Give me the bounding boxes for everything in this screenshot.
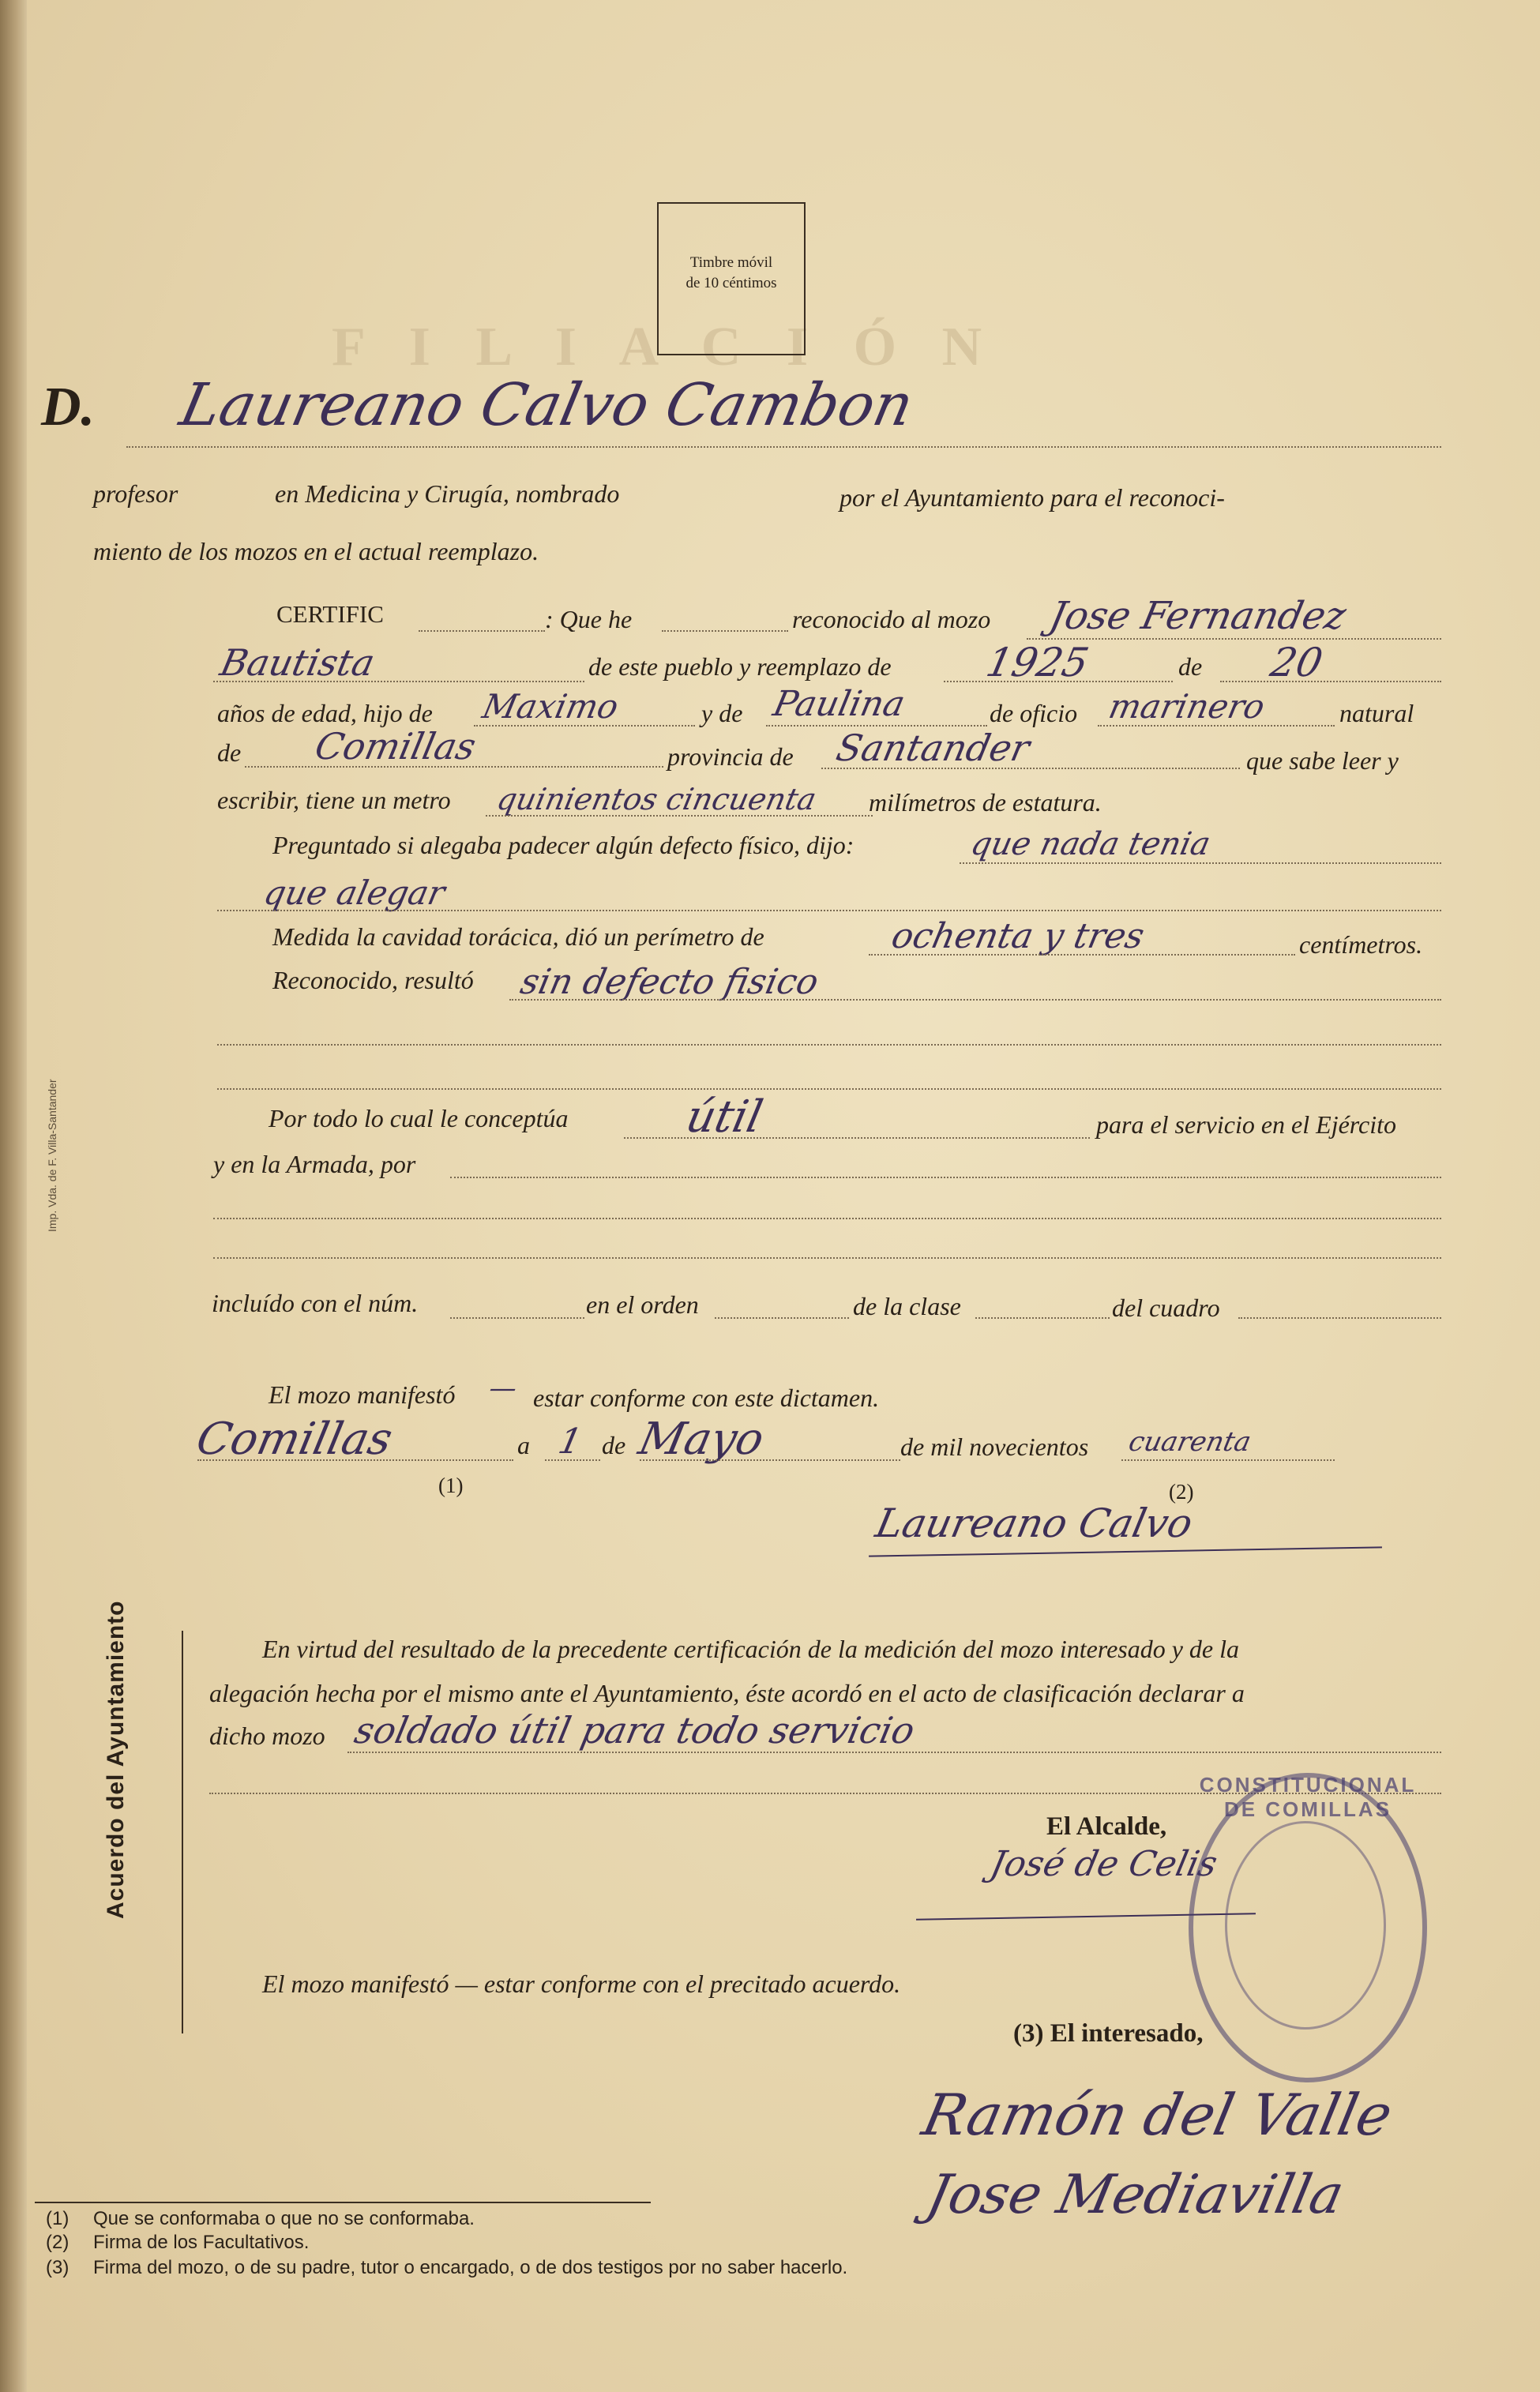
defect-answer-handwritten-1: que nada tenia: [967, 826, 1214, 862]
dotted-line: [960, 862, 1441, 864]
dotted-line: [944, 681, 1173, 682]
dotted-line: [217, 910, 1441, 911]
doctor-signature-line: [869, 1546, 1382, 1556]
defect-answer-handwritten-2: que alegar: [260, 873, 449, 912]
reemplazo-year-handwritten: 1925: [982, 640, 1093, 685]
dotted-line: [474, 725, 695, 727]
dotted-line: [869, 954, 1295, 956]
birthplace-handwritten: Comillas: [311, 725, 480, 768]
de2-text: de: [217, 738, 242, 767]
footnote-2-number: (2): [46, 2232, 69, 2253]
footnote-rule: [35, 2202, 651, 2203]
mozo-name-handwritten-1: Jose Fernandez: [1046, 594, 1350, 638]
stamp-line-2: de 10 céntimos: [685, 275, 777, 291]
concepto-armada: y en la Armada, por: [213, 1150, 416, 1178]
manifesto-text: El mozo manifestó: [269, 1380, 456, 1409]
dotted-line: [217, 1088, 1441, 1090]
dotted-line: [1238, 1317, 1441, 1319]
concept-handwritten: útil: [682, 1091, 768, 1143]
intro-ayuntamiento: por el Ayuntamiento para el reconoci-: [839, 483, 1225, 512]
acuerdo-para-1: En virtud del resultado de la precedente certificación de la medición del mozo interesado y de la: [262, 1635, 1240, 1663]
acuerdo-vertical-label: Acuerdo del Ayuntamiento: [103, 1600, 129, 1919]
resultado-label: Reconocido, resultó: [272, 966, 474, 994]
footnote-1-text: Que se conformaba o que no se conformaba.: [93, 2208, 475, 2229]
dotted-line: [213, 1257, 1441, 1259]
dotted-line: [662, 630, 788, 632]
doctor-signature: Laureano Calvo: [871, 1500, 1197, 1546]
incluido-cuadro: del cuadro: [1112, 1294, 1220, 1322]
y-de-text: y de: [701, 699, 743, 727]
torax-label: Medida la cavidad torácica, dió un perímetro de: [272, 922, 764, 951]
escribir-text: escribir, tiene un metro: [217, 786, 451, 814]
acuerdo-para-3: dicho mozo: [209, 1722, 325, 1750]
footnote-2: [46, 2232, 309, 2254]
acuerdo-manifesto: El mozo manifestó — estar conforme con el precitado acuerdo.: [262, 1970, 901, 1998]
place-handwritten: Comillas: [192, 1414, 397, 1465]
seal-text: CONSTITUCIONAL DE COMILLAS: [1199, 1773, 1417, 1821]
interesado-label: (3) El interesado,: [1013, 2019, 1204, 2048]
decision-handwritten: soldado útil para todo servicio: [351, 1709, 919, 1752]
torax-unit: centímetros.: [1299, 930, 1423, 959]
concepto-servicio: para el servicio en el Ejército: [1096, 1110, 1397, 1139]
pueblo-text: de este pueblo y reemplazo de: [588, 652, 892, 681]
intro-miento: miento de los mozos en el actual reemplazo.: [93, 537, 539, 565]
oficio-text: de oficio: [990, 699, 1078, 727]
dotted-line: [1220, 681, 1441, 682]
dotted-line: [545, 1459, 600, 1461]
anos-text: años de edad, hijo de: [217, 699, 433, 727]
milimetros-text: milímetros de estatura.: [869, 788, 1102, 817]
occupation-handwritten: marinero: [1105, 687, 1268, 726]
dotted-line: [640, 1459, 900, 1461]
provincia-text: provincia de: [667, 742, 794, 771]
intro-profesor: profesor: [93, 479, 178, 508]
mother-name-handwritten: Paulina: [769, 684, 909, 724]
municipal-seal: [1189, 1773, 1427, 2082]
dotted-line: [1098, 725, 1335, 727]
note-2-marker: (2): [1169, 1480, 1194, 1504]
stamp-line-1: Timbre móvil: [689, 254, 773, 271]
day-handwritten: 1: [554, 1421, 586, 1462]
mozo-name-handwritten-2: Bautista: [216, 641, 379, 684]
certifica-reconocido: reconocido al mozo: [792, 605, 991, 633]
dotted-line: [486, 815, 873, 817]
natural-text: natural: [1339, 699, 1414, 727]
revenue-stamp-box: [657, 202, 806, 355]
manifesto-dash-handwritten: —: [486, 1372, 520, 1404]
month-handwritten: Mayo: [634, 1414, 768, 1465]
province-handwritten: Santander: [832, 727, 1034, 769]
fecha-de: de: [602, 1431, 626, 1459]
dotted-line: [450, 1317, 584, 1319]
incluido-num: incluído con el núm.: [212, 1289, 419, 1317]
interesado-signature-2: Jose Mediavilla: [921, 2164, 1350, 2226]
header-prefix: D.: [41, 377, 96, 437]
year-handwritten: cuarenta: [1125, 1426, 1254, 1458]
incluido-orden: en el orden: [586, 1290, 699, 1319]
alcalde-signature: José de Celis: [986, 1844, 1221, 1884]
dotted-line: [450, 1177, 1441, 1178]
dotted-line: [624, 1137, 1090, 1139]
dotted-line: [1121, 1459, 1335, 1461]
incluido-clase: de la clase: [853, 1292, 961, 1320]
certifica-que-he: : Que he: [545, 605, 633, 633]
footnote-3-text: Firma del mozo, o de su padre, tutor o encargado, o de dos testigos por no saber hacerlo.: [93, 2257, 848, 2278]
certifica-label: CERTIFIC: [276, 600, 384, 628]
doctor-name-handwritten: Laureano Calvo Cambon: [174, 371, 919, 439]
fecha-mil: de mil novecientos: [900, 1433, 1089, 1461]
bleed-through-text: F I L I A C I Ó N: [332, 317, 998, 377]
de-text: de: [1178, 652, 1203, 681]
seal-inner-ring: [1225, 1821, 1386, 2030]
alcalde-label: El Alcalde,: [1046, 1812, 1167, 1841]
manifesto-conforme: estar conforme con este dictamen.: [533, 1384, 880, 1412]
concepto-label: Por todo lo cual le conceptúa: [269, 1104, 569, 1132]
footnote-3-number: (3): [46, 2257, 69, 2278]
dotted-line: [213, 1218, 1441, 1219]
dotted-line: [821, 768, 1240, 769]
acuerdo-para-2: alegación hecha por el mismo ante el Ayuntamiento, éste acordó en el acto de clasificación declarar a: [209, 1679, 1245, 1707]
footnote-2-text: Firma de los Facultativos.: [93, 2232, 310, 2253]
printer-imprint: Imp. Vda. de F. Villa-Santander: [46, 1079, 58, 1232]
footnote-1-number: (1): [46, 2208, 69, 2229]
dotted-line: [975, 1317, 1110, 1319]
dotted-line: [509, 999, 1441, 1001]
defecto-pregunta: Preguntado si alegaba padecer algún defecto físico, dijo:: [272, 831, 855, 859]
page-binding-edge: [0, 0, 27, 2392]
thorax-handwritten: ochenta y tres: [888, 916, 1148, 956]
dotted-line: [715, 1317, 849, 1319]
dotted-line: [419, 630, 545, 632]
note-1-marker: (1): [438, 1474, 464, 1497]
dotted-line: [245, 766, 663, 768]
interesado-signature-1: Ramón del Valle: [917, 2082, 1399, 2148]
father-name-handwritten: Maximo: [479, 687, 622, 726]
dotted-line: [217, 1044, 1441, 1046]
dotted-line: [347, 1752, 1441, 1753]
header-dotted-line: [126, 446, 1441, 448]
footnote-1: [46, 2208, 475, 2230]
sabe-text: que sabe leer y: [1246, 746, 1399, 775]
age-handwritten: 20: [1266, 640, 1327, 685]
dotted-line: [197, 1459, 513, 1461]
footnote-3: [46, 2257, 847, 2279]
acuerdo-bracket-line: [182, 1631, 183, 2033]
dotted-line: [213, 681, 584, 682]
result-handwritten: sin defecto fisico: [516, 962, 822, 1002]
fecha-a: a: [517, 1431, 530, 1459]
intro-medicina: en Medicina y Cirugía, nombrado: [275, 479, 620, 508]
height-handwritten: quinientos cincuenta: [494, 782, 820, 817]
